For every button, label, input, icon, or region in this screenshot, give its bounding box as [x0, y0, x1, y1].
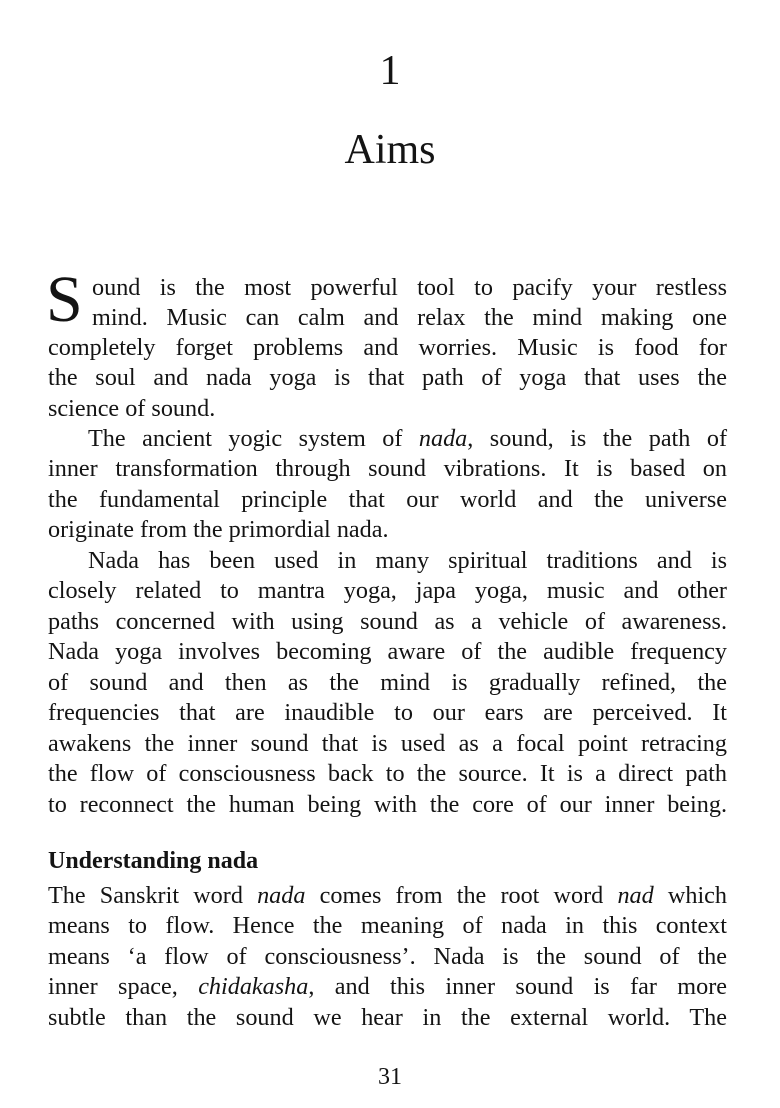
text-line: Nada has been used in many spiritual traditions and is — [88, 547, 727, 574]
text-line: inner transformation through sound vibrations. It is based on — [48, 455, 727, 482]
text-run: inner space, — [48, 973, 199, 1000]
text-line: Nada yoga involves becoming aware of the audible frequency — [48, 638, 727, 665]
drop-cap: S — [46, 263, 83, 336]
text-line: means ‘a flow of consciousness’. Nada is the sound of the — [48, 943, 727, 970]
text-line: ound is the most powerful tool to pacify your restless — [92, 274, 727, 301]
italic-term: nada — [418, 425, 468, 452]
text-line: the fundamental principle that our world and the universe — [48, 486, 727, 513]
chapter-number: 1 — [379, 48, 401, 94]
text-line: the soul and nada yoga is that path of yoga that uses the — [48, 364, 727, 391]
text-run: , sound, is the path of — [467, 425, 727, 452]
text-line: paths concerned with using sound as a vehicle of awareness. — [48, 608, 727, 635]
text-line: to reconnect the human being with the core of our inner being. — [48, 791, 727, 818]
text-line: completely forget problems and worries. Music is food for — [48, 334, 727, 361]
page-number: 31 — [378, 1064, 402, 1090]
text-line — [88, 424, 727, 454]
text-line: subtle than the sound we hear in the external world. The — [48, 1004, 727, 1031]
text-line: closely related to mantra yoga, japa yoga, music and other — [48, 577, 727, 604]
text-line: means to flow. Hence the meaning of nada in this context — [48, 912, 727, 939]
text-line — [48, 881, 727, 911]
text-line: science of sound. — [48, 395, 216, 422]
chapter-title: Aims — [344, 127, 436, 173]
text-line: the flow of consciousness back to the source. It is a direct path — [48, 760, 727, 787]
text-run: The ancient yogic system of — [88, 425, 419, 452]
italic-term: nad — [617, 882, 654, 909]
text-line: mind. Music can calm and relax the mind making one — [92, 304, 727, 331]
text-line — [48, 972, 727, 1002]
italic-term: chidakasha — [198, 973, 309, 1000]
text-run: which — [653, 882, 727, 909]
text-run: comes from the root word — [305, 882, 618, 909]
text-line: originate from the primordial nada. — [48, 516, 389, 543]
text-run: The Sanskrit word — [48, 882, 258, 909]
text-line: frequencies that are inaudible to our ears are perceived. It — [48, 699, 727, 726]
text-line: of sound and then as the mind is gradually refined, the — [48, 669, 727, 696]
text-line: awakens the inner sound that is used as a focal point retracing — [48, 730, 727, 757]
text-run: , and this inner sound is far more — [308, 973, 727, 1000]
italic-term: nada — [257, 882, 306, 909]
section-heading: Understanding nada — [48, 848, 259, 874]
